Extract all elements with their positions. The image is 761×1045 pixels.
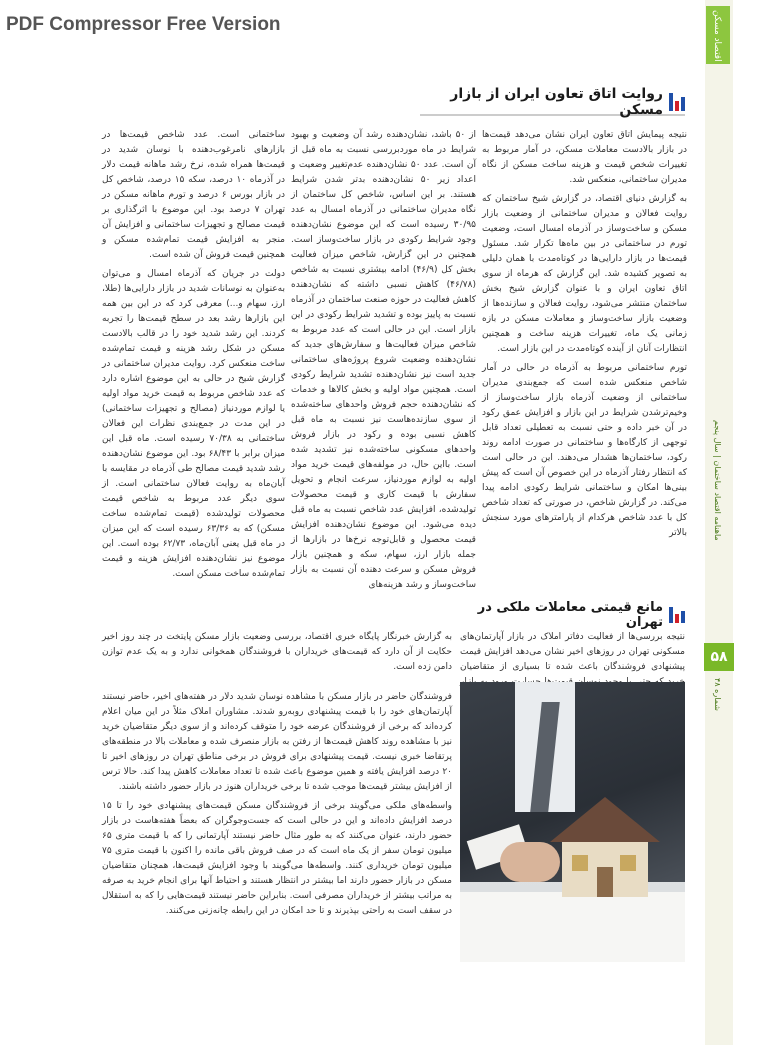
paragraph: نتیجه بررسی‌ها از فعالیت دفاتر املاک در بازار آپارتمان‌های مسکونی تهران در روزهای اخیر نشان می‌دهد افزایش قیمت پیشنهادی فروشندگان باعث شده تا بسیاری از متقاضیان [460, 632, 685, 672]
article1-column-3 [102, 128, 285, 598]
paragraph: واسطه‌های ملکی می‌گویند برخی از فروشندگان مسکن قیمت‌های پیشنهادی خود را تا ۱۵ درصد افزایش داده‌اند و این در حالی است که جست‌وجوگران که بعضاً هفته‌هاست در بازار حضور دارند، عنوان می‌کنند که به طور مثال حاضر نیستند آپارتمانی را که با قیمت متری ۶۵ میلیون تومان سفر از یک ماه است که در صف فروش باقی مانده را اکنون با قیمت متری ۷۵ میلیون تومان خریداری کنند. واسطه‌ها می‌گویند با وجود افزایش قیمت‌ها، همچنان متقاضیان مسکن در بازار حضور دارند اما بیشتر در انتظار هستند و احتیاط آنها برای انجام خرید به صرفه به مراتب بیشتر از خریداران مصرفی است. بنابراین حاضر نیستند قیمت‌هایی را که به استقلال در سقف است به راحتی بپذیرند و تا حد امکان در این رابطه چانه‌زنی می‌کنند. [102, 801, 452, 916]
article1-heading [420, 86, 685, 118]
paragraph: دولت در جریان که آذرماه امسال و می‌توان به‌عنوان به نوسانات شدید در بازار دارایی‌ها (طلا، ارز، سهام و...) معرفی کرد که در این بین همه این بازارها رشد بعد در سطح قیمت‌ها را تجربه کردند. این رشد شدید خود را در قالب بالادست مسکن در شکل رشد هزینه و قیمت تمام‌شده ساخت منعکس کرد. روایت مدیران ساختمانی در گزارش شیخ در حالی به این موضوع اشاره دارد که عدد شاخص مربوط به قیمت خرید مواد اولیه یا لوازم موردنیاز (مصالح و تجهیزات ساختمانی) در این مدت در جمع‌بندی نظرات این فعالان ساختمانی به ۷۰/۳۸ رسیده است. ماه قبل این میزان برابر با ۶۸/۴۳ بود. این موضوع نشان‌دهنده رشد شدید قیمت مصالح طی آذرماه در مقایسه با آبان‌ماه به روایت فعالان ساختمانی است. از سوی دیگر عدد مربوط به شاخص قیمت محصولات تولیدشده (قیمت تمام‌شده ساخت مسکن) که به ۶۳/۳۶ رسیده است که این میزان در ماه قبل یعنی آبان‌ماه، ۶۲/۷۳ بوده است. این موضوع نیز نشان‌دهنده افزایش هزینه و قیمت تمام‌شده ساخت مسکن است. [102, 269, 286, 579]
article1-column-1 [482, 128, 687, 598]
sidebar-middle-label: ماهنامه اقتصاد ساختمان | سال پنجم [713, 420, 722, 541]
sidebar-bottom-label: شماره ۴۸ [713, 678, 722, 711]
article2-column-3 [102, 690, 452, 990]
paragraph: به گزارش خبرنگار پایگاه خبری اقتصاد، بررسی وضعیت بازار مسکن پایتخت در چند روز اخیر حکایت از آن دارد که قیمت‌های خریداران با فروشندگان همخوانی ندارد و به یک عدم توازن دامن زده است. [102, 632, 452, 672]
paragraph: به گزارش دنیای اقتصاد، در گزارش شیخ ساختمان که روایت فعالان و مدیران ساختمانی از وضعیت بازار مسکن و ساخت‌وساز در آذرماه امسال است، وضعیت تورم در ساختمانی در بین ماه‌ها تکرار شد. مسئول قیمت‌ها در بازار دارایی‌ها در کوتاه‌مدت با همان دلیلی به تصویر کشیده شد. این گزارش که هرماه از سوی اتاق تعاون ایران و با عنوان گزارش شیخ بخش ساختمان منتشر می‌شود، روایت فعالان و سازنده‌ها از وضعیت بازار ساخت‌وساز و معاملات مسکن در بازه زمانی یک ماه، تغییرات هزینه ساخت و همچنین انتظارات آنان از آینده کوتاه‌مدت در این بازار است. [482, 194, 687, 354]
paragraph: نتیجه پیمایش اتاق تعاون ایران نشان می‌دهد قیمت‌ها در بازار بالادست معاملات مسکن، در آمار مربوط به تغییرات شخص قیمت و هزینه ساخت مسکن از نگاه مدیران ساختمانی، منعکس شد. [482, 130, 687, 185]
house-model-icon [550, 797, 660, 907]
article-photo-house-contract [460, 682, 685, 962]
article2-column-2 [102, 630, 452, 680]
paragraph: فروشندگان حاضر در بازار مسکن با مشاهده نوسان شدید دلار در هفته‌های اخیر، حاضر نیستند آپارتمان‌های خود را با قیمت پیشنهادی روبه‌رو شدند. مشاوران املاک مثلاً در این میان اعلام کرده‌اند که برخی از فروشندگان عرضه خود را متوقف کرده‌اند و از سوی دیگر متقاضیان خرید نیز با مشاهده روند کاهش قیمت‌ها از رفتن به بازار منصرف شده و معاملات بالا در منطقه‌های پرتقاضا خبری نیست. قیمت پیشنهادی برای فروش در برخی مناطق تهران در روزهای اخیر تا ۲۰ درصد افزایش یافته و همین موضوع باعث شده تا تعداد معاملات کاهش پیدا کند. حالا ترس از افزایش بیشتر قیمت‌ها موجب شده تا برخی خریداران هنوز در بازار حضور داشته باشند. [102, 692, 452, 792]
article2-column-1 [460, 630, 685, 676]
article1-heading-text: روایت اتاق تعاون ایران از بازار مسکن [450, 86, 663, 118]
sidebar-top-badge [706, 6, 730, 64]
article2-heading-text: مانع قیمتی معاملات ملکی در تهران [477, 600, 663, 630]
article1-column-2 [291, 128, 476, 598]
page-number-badge [704, 643, 734, 671]
paragraph: تورم ساختمانی مربوط به آذرماه در حالی در آمار شاخص منعکس شده است که جمع‌بندی مدیران ساختمانی از وضعیت آذرماه بازار ساخت‌وساز از وخیم‌ترشدن شرایط در این بازار و افزایش عمق رکود در آن خبر داده و حتی نسبت به تعطیلی تعداد قابل توجهی از کارگاه‌ها و ساختمانی در صورت ادامه روند رکود، ساختمان‌ها هشدار می‌دهند. این در حالی است که انتظار رفتار آذرماه در این خصوص آن است که پیش بینی‌ها امکان و ساختمانی شرایط رکودی ادامه پیدا می‌کند. در گزارش شاخص، در صورتی که تعداد شاخص کل با عدد شاخص هرکدام از پارامترهای مورد سنجش بالاتر [482, 363, 687, 538]
bar-chart-icon [669, 607, 685, 623]
banner-title: PDF Compressor Free Version [6, 14, 281, 35]
sidebar-bottom [713, 678, 722, 715]
sidebar-top-label: اقتصاد مسکن [712, 10, 722, 62]
article2-heading [450, 600, 685, 630]
sidebar-middle [713, 420, 722, 620]
paragraph: ساختمانی است. عدد شاخص قیمت‌ها در بازار‌های نامرغوب‌دهنده با نوسان شدید در قیمت‌ها همراه شده، نرخ رشد ماهانه قیمت دلار در آذرماه ۱۰ درصد، سکه ۱۵ درصد، شاخص کل در بازار بورس ۶ درصد و تورم ماهانه مسکن در تهران ۷ درصد بود. این موضوع با اثرگذاری بر قیمت مصالح و تجهیزات ساختمانی و افزایش آن منجر به افزایش قیمت تمام‌شده مسکن و همچنین قیمت فروش آن شده است. [102, 130, 285, 260]
bar-chart-icon [669, 93, 685, 111]
page-number: ۵۸ [710, 649, 728, 665]
paragraph: از ۵۰ باشد، نشان‌دهنده رشد آن وضعیت و بهبود شرایط در ماه موردبررسی نسبت به ماه قبل از آن است. عدد ۵۰ نشان‌دهنده عدم‌تغییر وضعیت و اعداد زیر ۵۰ نشان‌دهنده بدتر شدن شرایط هستند. بر این اساس، شاخص کل ساختمان از نگاه مدیران ساختمانی در آذرماه امسال به عدد ۳۰/۹۵ رسیده است که این موضوع نشان‌دهنده وجود شرایط رکودی در بازار ساخت‌وساز است. همچنین در این گزارش، شاخص میزان فعالیت بخش کل (۴۶/۹) ادامه بیشتری نسبت به شاخص (۴۶/۷۸) کاهش نسبی داشته که نشان‌دهنده کاهش فعالیت در حوزه صنعت ساختمان در آذرماه نسبت به پاییز بوده و تشدید شرایط رکودی در این بازار است. این در حالی است که عدد مربوط به شاخص میزان فعالیت‌ها و سفارش‌های جدید که نشان‌دهنده وضعیت شروع پروژه‌های ساختمانی جدید است نیز نشان‌دهنده تشدید شرایط رکودی است. همچنین مواد اولیه و بخش کالاها و خدمات که نشان‌دهنده حجم فروش واحدهای ساخته‌شده از سوی سازنده‌هاست نیز نسبت به ماه قبل کاهش نسبی بوده و رکود در بازار فروش واحدهای مسکونی ساخته‌شده نیز تشدید شده است. بااین حال، در مولفه‌های قیمت خرید مواد اولیه به لوازم موردنیاز، سرعت انجام و تحویل سفارش با قیمت کاری و قیمت محصولات تولیدشده، افزایش عدد شاخص نسبت به ماه قبل دیده می‌شود. این موضوع نشان‌دهنده افزایش قیمت محصول و قابل‌توجه نرخ‌ها در بازارها از جمله بازار ارز، سهام، سکه و همچنین بازار فروش مسکن و سرعت دهنده آن نسبت به بازار ساخت‌وساز و رشد هزینه‌های [291, 130, 476, 590]
